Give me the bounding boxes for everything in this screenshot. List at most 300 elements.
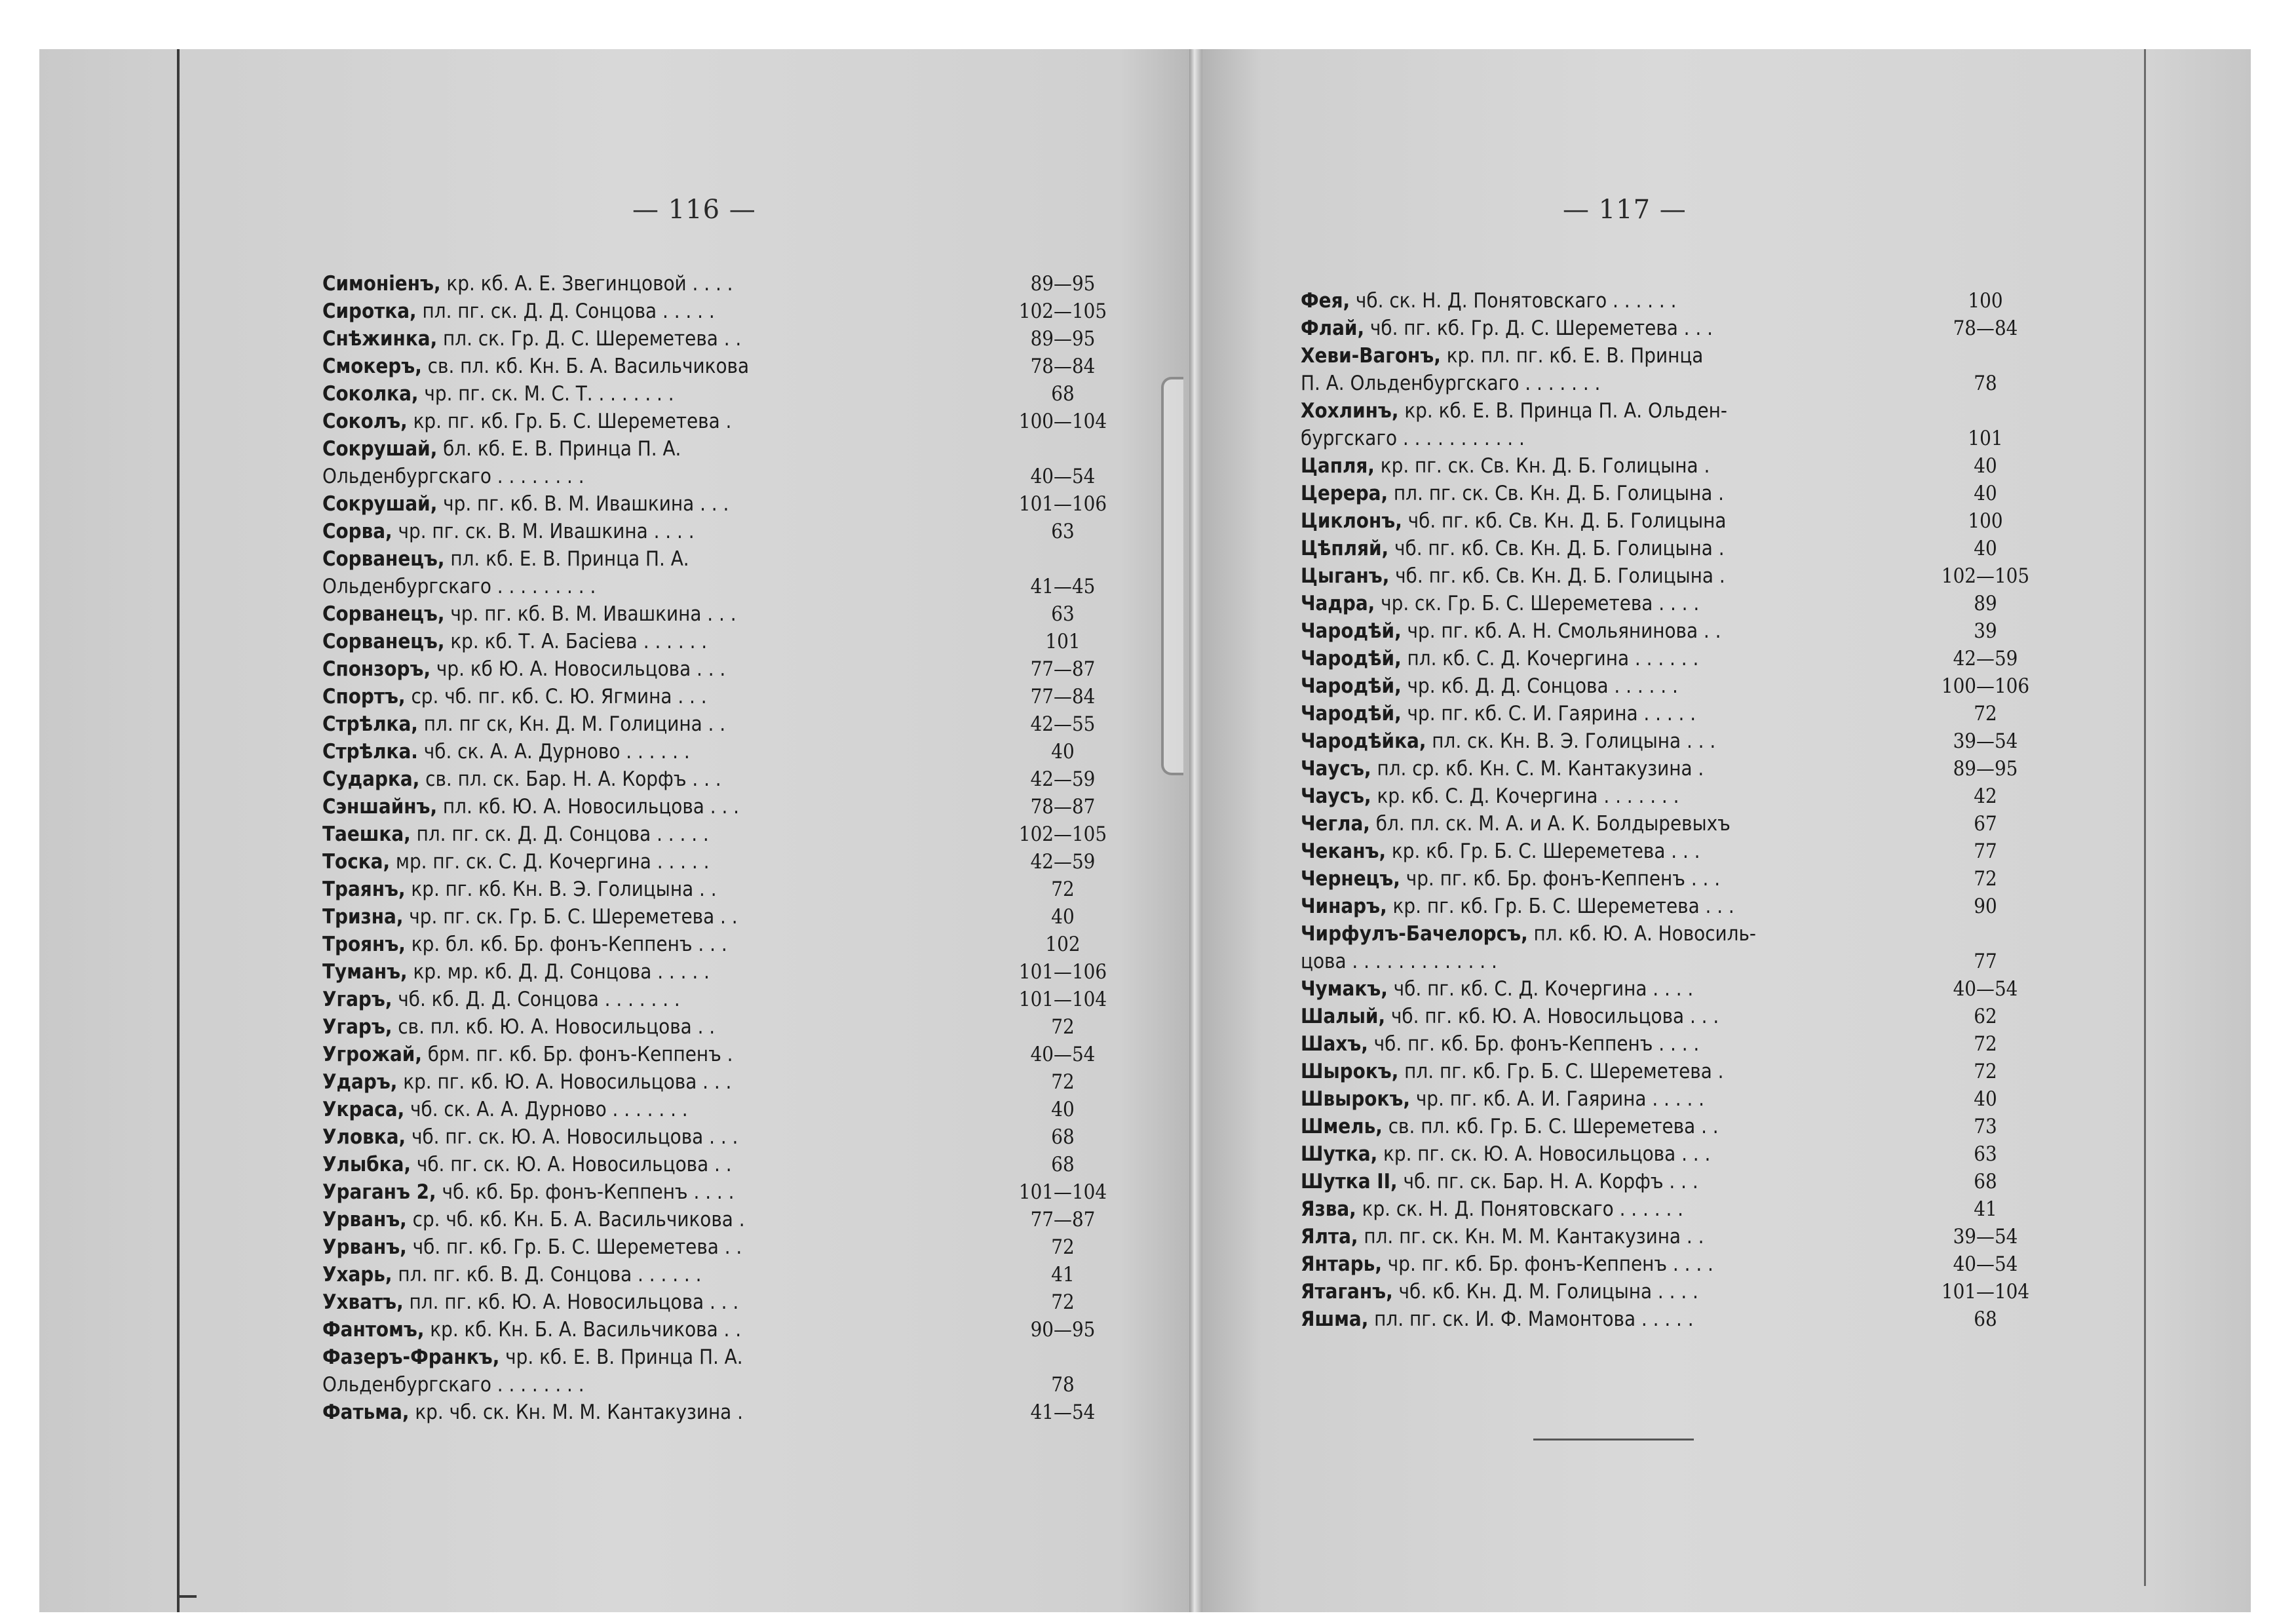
dog-name: Сиротка,	[322, 300, 417, 323]
entry-text	[322, 325, 1001, 353]
dog-name: Чеканъ,	[1301, 840, 1387, 863]
page-reference: 101	[1968, 427, 2003, 450]
owner-details: кр. бл. кб. Бр. фонъ-Кеппенъ . . .	[405, 933, 727, 956]
index-entry	[322, 408, 1125, 435]
page-reference: 101	[1045, 630, 1081, 653]
entry-text	[1301, 1003, 1923, 1030]
index-entry	[322, 518, 1125, 545]
dog-name: Угрожай,	[322, 1043, 422, 1066]
owner-details: кр. кб. Е. В. Принца П. А. Ольден- бургскаго . . . . . . . . . . .	[1301, 399, 1727, 450]
owner-details: кр. чб. ск. Кн. М. М. Кантакузина .	[409, 1401, 743, 1424]
index-entry	[322, 298, 1125, 325]
entry-text	[322, 1399, 1001, 1426]
index-entry	[322, 876, 1125, 903]
page-reference: 40	[1974, 482, 1997, 505]
index-entry	[322, 1261, 1125, 1288]
index-entry	[322, 903, 1125, 931]
owner-details: чб. пг. кб. Св. Кн. Д. Б. Голицына .	[1389, 564, 1725, 588]
page-reference: 102	[1045, 933, 1081, 956]
owner-details: чб. кб. Д. Д. Сонцова . . . . . . .	[392, 988, 680, 1011]
page-reference: 41	[1051, 1263, 1075, 1286]
page-reference: 40	[1974, 537, 1997, 560]
page-reference: 77—87	[1030, 1208, 1096, 1231]
entry-text	[322, 1178, 1001, 1206]
dog-name: Спортъ,	[322, 685, 406, 708]
page-reference: 101—104	[1941, 1280, 2030, 1304]
entry-text	[322, 1068, 1001, 1096]
dog-name: Сокрушай,	[322, 492, 438, 516]
index-entry	[322, 1096, 1125, 1123]
index-entry	[322, 655, 1125, 683]
index-entry	[1301, 1278, 2048, 1305]
dog-name: Церера,	[1301, 482, 1388, 505]
page-reference: 77	[1974, 840, 1997, 863]
dog-name: Шалый,	[1301, 1005, 1386, 1028]
page-reference: 100—104	[1018, 410, 1107, 433]
index-entry	[1301, 1250, 2048, 1278]
entry-text	[322, 931, 1001, 958]
entry-text	[322, 710, 1001, 738]
index-entry	[1301, 287, 2048, 315]
index-entry	[1301, 1003, 2048, 1030]
dog-name: Ударъ,	[322, 1070, 398, 1094]
dog-name: Чародѣй,	[1301, 674, 1402, 698]
page-reference: 68	[1051, 1125, 1075, 1149]
dog-name: Чародѣй,	[1301, 702, 1402, 725]
index-entry	[1301, 562, 2048, 590]
index-entry	[1301, 1140, 2048, 1168]
owner-details: св. пл. кб. Гр. Б. С. Шереметева . .	[1382, 1115, 1719, 1138]
owner-details: чб. пг. кб. Св. Кн. Д. Б. Голицына	[1402, 509, 1727, 533]
dog-name: Цапля,	[1301, 454, 1375, 478]
page-reference: 40—54	[1030, 1043, 1096, 1066]
page-reference: 72	[1051, 878, 1075, 901]
dog-name: Сокрушай,	[322, 437, 438, 461]
index-entry	[322, 958, 1125, 986]
page-reference: 72	[1974, 1032, 1997, 1056]
entry-text	[1301, 397, 1923, 452]
right-page	[1202, 49, 2251, 1612]
index-entry	[322, 931, 1125, 958]
index-entry	[322, 600, 1125, 628]
dog-name: Хеви-Вагонъ,	[1301, 344, 1441, 368]
index-entry	[1301, 480, 2048, 507]
entry-text	[1301, 1195, 1923, 1223]
index-entry	[322, 683, 1125, 710]
dog-name: Украса,	[322, 1098, 405, 1121]
index-entry	[1301, 1168, 2048, 1195]
owner-details: чб. пг. кб. Ю. А. Новосильцова . . .	[1385, 1005, 1719, 1028]
dog-name: Ухарь,	[322, 1263, 392, 1286]
dog-name: Улыбка,	[322, 1153, 411, 1176]
entry-text	[322, 600, 1001, 628]
index-entry	[1301, 590, 2048, 617]
dog-name: Стрѣлка.	[322, 740, 418, 764]
owner-details: кр. кб. Кн. Б. А. Васильчикова . .	[424, 1318, 742, 1342]
entry-text	[1301, 1168, 1923, 1195]
entry-text	[322, 655, 1001, 683]
dog-name: Шмель,	[1301, 1115, 1383, 1138]
index-entry	[1301, 1030, 2048, 1058]
index-entry	[1301, 397, 2048, 452]
entry-text	[322, 518, 1001, 545]
index-entry	[322, 628, 1125, 655]
owner-details: кр. кб. Т. А. Басіева . . . . . .	[444, 630, 708, 653]
owner-details: пл. ск. Гр. Д. С. Шереметева . .	[437, 327, 742, 351]
page-reference: 78	[1051, 1373, 1075, 1397]
index-entry	[322, 1151, 1125, 1178]
owner-details: пл. кб. Е. В. Принца П. А. Ольденбургскаго . . . . . . . . .	[322, 547, 689, 598]
dog-name: Чародѣй,	[1301, 647, 1402, 670]
page-reference: 73	[1974, 1115, 1997, 1138]
entry-text	[1301, 562, 1923, 590]
dog-name: Спонзоръ,	[322, 657, 431, 681]
page-reference: 63	[1051, 520, 1075, 543]
owner-details: чб. пг. ск. Ю. А. Новосильцова . . .	[406, 1125, 738, 1149]
dog-name: Шырокъ,	[1301, 1060, 1399, 1083]
entry-text	[1301, 1140, 1923, 1168]
owner-details: кр. кб. А. Е. Звегинцовой . . . .	[440, 272, 733, 296]
entry-text	[322, 1288, 1001, 1316]
entry-text	[322, 903, 1001, 931]
dog-name: Шутка,	[1301, 1142, 1378, 1166]
owner-details: чр. пг. ск. В. М. Ивашкина . . . .	[392, 520, 695, 543]
index-entry	[1301, 975, 2048, 1003]
entry-text	[1301, 507, 1923, 535]
page-reference: 78—87	[1030, 795, 1096, 819]
owner-details: пл. пг. ск. И. Ф. Мамонтова . . . . .	[1368, 1307, 1694, 1331]
dog-name: Шахъ,	[1301, 1032, 1368, 1056]
entry-text	[322, 435, 1001, 490]
index-entry	[322, 1316, 1125, 1344]
dog-name: Соколка,	[322, 382, 419, 406]
dog-name: Тоска,	[322, 850, 391, 874]
entry-text	[322, 683, 1001, 710]
page-reference: 78—84	[1953, 317, 2018, 340]
owner-details: пл. пг. кб. Ю. А. Новосильцова . . .	[403, 1290, 739, 1314]
index-entry	[1301, 810, 2048, 838]
dog-name: Угаръ,	[322, 988, 392, 1011]
index-entry	[1301, 617, 2048, 645]
entry-text	[1301, 1278, 1923, 1305]
index-entry	[1301, 838, 2048, 865]
owner-details: кр. пг. кб. Гр. Б. С. Шереметева . . .	[1387, 895, 1734, 918]
index-entry	[1301, 920, 2048, 975]
dog-name: Соколъ,	[322, 410, 408, 433]
dog-name: Ялта,	[1301, 1225, 1358, 1248]
index-entry	[322, 325, 1125, 353]
page-edge-line	[177, 49, 180, 1612]
dog-name: Туманъ,	[322, 960, 408, 984]
page-reference: 101—106	[1018, 492, 1107, 516]
dog-name: Урванъ,	[322, 1208, 407, 1231]
index-entry	[322, 710, 1125, 738]
dog-name: Шутка II,	[1301, 1170, 1398, 1193]
entry-text	[1301, 452, 1923, 480]
page-reference: 72	[1051, 1070, 1075, 1094]
owner-details: чр. кб. Е. В. Принца П. А. Ольденбургскаго . . . . . . . .	[322, 1345, 743, 1397]
owner-details: пл. кб. Ю. А. Новосильцова . . .	[437, 795, 740, 819]
owner-details: пл. пг. кб. В. Д. Сонцова . . . . . .	[392, 1263, 702, 1286]
entry-text	[322, 765, 1001, 793]
owner-details: чб. ск. Н. Д. Понятовскаго . . . . . .	[1350, 289, 1677, 313]
dog-name: Чирфулъ-Бачелорсъ,	[1301, 922, 1528, 946]
dog-name: Таешка,	[322, 822, 411, 846]
owner-details: пл. ср. кб. Кн. С. М. Кантакузина .	[1371, 757, 1704, 781]
entry-text	[322, 628, 1001, 655]
index-entry	[1301, 783, 2048, 810]
dog-name: Сорванецъ,	[322, 630, 445, 653]
page-reference: 40	[1051, 1098, 1075, 1121]
dog-name: Швырокъ,	[1301, 1087, 1410, 1111]
entry-text	[322, 1041, 1001, 1068]
entry-text	[1301, 342, 1923, 397]
page-reference: 42—59	[1030, 850, 1096, 874]
owner-details: пл. кб. Ю. А. Новосиль- цова . . . . . . . . . . . . .	[1301, 922, 1756, 973]
dog-name: Чинаръ,	[1301, 895, 1387, 918]
dog-name: Флай,	[1301, 317, 1365, 340]
dog-name: Хохлинъ,	[1301, 399, 1399, 423]
entry-text	[1301, 838, 1923, 865]
page-reference: 68	[1051, 1153, 1075, 1176]
index-list	[322, 270, 1125, 1426]
dog-name: Снѣжинка,	[322, 327, 438, 351]
page-reference: 89—95	[1030, 327, 1096, 351]
owner-details: чр. кб Ю. А. Новосильцова . . .	[430, 657, 726, 681]
entry-text	[1301, 1305, 1923, 1333]
page-reference: 68	[1974, 1170, 1997, 1193]
page-reference: 78—84	[1030, 355, 1096, 378]
page-reference: 102—105	[1018, 300, 1107, 323]
owner-details: чр. пг. кб. А. И. Гаярина . . . . .	[1409, 1087, 1705, 1111]
index-entry	[322, 490, 1125, 518]
entry-text	[1301, 700, 1923, 727]
book-gutter	[1189, 49, 1202, 1612]
dog-name: Сорванецъ,	[322, 547, 445, 571]
page-reference: 42—55	[1030, 712, 1096, 736]
entry-text	[322, 1123, 1001, 1151]
index-entry	[1301, 1085, 2048, 1113]
owner-details: св. пл. ск. Бар. Н. А. Корфъ . . .	[419, 767, 721, 791]
owner-details: чр. пг. кб. Бр. фонъ-Кеппенъ . . .	[1400, 867, 1721, 891]
page-reference: 40	[1974, 1087, 1997, 1111]
page-reference: 41	[1974, 1197, 1997, 1221]
dog-name: Чадра,	[1301, 592, 1375, 615]
binding-clip	[1161, 377, 1183, 775]
page-reference: 72	[1051, 1290, 1075, 1314]
dog-name: Язва,	[1301, 1197, 1356, 1221]
dog-name: Уловка,	[322, 1125, 406, 1149]
page-reference: 42—59	[1953, 647, 2018, 670]
owner-details: кр. пг. ск. Св. Кн. Д. Б. Голицына .	[1374, 454, 1710, 478]
dog-name: Стрѣлка,	[322, 712, 418, 736]
entry-text	[322, 1206, 1001, 1233]
page-reference: 101—104	[1018, 1180, 1107, 1204]
owner-details: кр. пг. ск. Ю. А. Новосильцова . . .	[1377, 1142, 1711, 1166]
entry-text	[322, 408, 1001, 435]
entry-text	[322, 270, 1001, 298]
owner-details: пл. пг. кб. Гр. Б. С. Шереметева .	[1398, 1060, 1724, 1083]
owner-details: чр. пг. кб. Бр. фонъ-Кеппенъ . . . .	[1381, 1252, 1713, 1276]
entry-text	[1301, 1030, 1923, 1058]
owner-details: пл. пг. ск. Св. Кн. Д. Б. Голицына .	[1388, 482, 1725, 505]
page-reference: 89—95	[1953, 757, 2018, 781]
owner-details: чр. пг. кб. В. М. Ивашкина . . .	[437, 492, 729, 516]
dog-name: Цыганъ,	[1301, 564, 1390, 588]
index-list	[1301, 287, 2048, 1333]
owner-details: чб. пг. кб. Бр. фонъ-Кеппенъ . . . .	[1368, 1032, 1700, 1056]
index-entry	[322, 738, 1125, 765]
index-entry	[322, 380, 1125, 408]
dog-name: Чародѣйка,	[1301, 729, 1426, 753]
index-entry	[1301, 755, 2048, 783]
owner-details: чб. ск. А. А. Дурново . . . . . . .	[404, 1098, 688, 1121]
entry-text	[1301, 535, 1923, 562]
dog-name: Чернецъ,	[1301, 867, 1400, 891]
owner-details: кр. пг. кб. Гр. Б. С. Шереметева .	[407, 410, 732, 433]
index-entry	[1301, 645, 2048, 672]
entry-text	[322, 876, 1001, 903]
entry-text	[322, 1344, 1001, 1399]
entry-text	[1301, 783, 1923, 810]
page-edge-corner	[177, 1595, 197, 1598]
page-reference: 41—45	[1030, 575, 1096, 598]
entry-text	[322, 490, 1001, 518]
owner-details: кр. ск. Н. Д. Понятовскаго . . . . . .	[1356, 1197, 1684, 1221]
page-reference: 72	[1974, 1060, 1997, 1083]
page-reference: 39—54	[1953, 729, 2018, 753]
dog-name: Сорва,	[322, 520, 392, 543]
owner-details: чр. пг. кб. А. Н. Смольянинова . .	[1401, 619, 1721, 643]
dog-name: Чаусъ,	[1301, 757, 1371, 781]
dog-name: Чаусъ,	[1301, 784, 1371, 808]
dog-name: Смокеръ,	[322, 355, 422, 378]
entry-text	[1301, 645, 1923, 672]
page-reference: 68	[1051, 382, 1075, 406]
dog-name: Янтарь,	[1301, 1252, 1382, 1276]
dog-name: Урванъ,	[322, 1235, 407, 1259]
owner-details: кр. пг. кб. Ю. А. Новосильцова . . .	[397, 1070, 732, 1094]
page-reference: 39—54	[1953, 1225, 2018, 1248]
entry-text	[322, 821, 1001, 848]
page-reference: 68	[1974, 1307, 1997, 1331]
dog-name: Симоніенъ,	[322, 272, 441, 296]
page-reference: 102—105	[1941, 564, 2030, 588]
page-reference: 40	[1974, 454, 1997, 478]
page-reference: 100	[1968, 289, 2003, 313]
index-entry	[1301, 342, 2048, 397]
index-entry	[1301, 535, 2048, 562]
index-entry	[322, 1178, 1125, 1206]
dog-name: Ухватъ,	[322, 1290, 404, 1314]
owner-details: кр. пг. кб. Кн. В. Э. Голицына . .	[405, 878, 717, 901]
book-scan	[39, 49, 2251, 1612]
owner-details: чб. пг. ск. Бар. Н. А. Корфъ . . .	[1397, 1170, 1698, 1193]
page-reference: 77	[1974, 950, 1997, 973]
index-entry	[1301, 700, 2048, 727]
owner-details: кр. кб. С. Д. Кочергина . . . . . . .	[1371, 784, 1679, 808]
page-reference: 89	[1974, 592, 1997, 615]
dog-name: Сорванецъ,	[322, 602, 445, 626]
page-reference: 89—95	[1030, 272, 1096, 296]
entry-text	[1301, 287, 1923, 315]
index-entry	[322, 765, 1125, 793]
owner-details: св. пл. кб. Кн. Б. А. Васильчикова	[421, 355, 750, 378]
index-entry	[1301, 727, 2048, 755]
entry-text	[1301, 810, 1923, 838]
owner-details: чб. пг. кб. Гр. Б. С. Шереметева . .	[406, 1235, 742, 1259]
dog-name: Цѣпляй,	[1301, 537, 1389, 560]
owner-details: кр. мр. кб. Д. Д. Сонцова . . . . .	[407, 960, 710, 984]
index-entry	[322, 545, 1125, 600]
owner-details: чр. пг. кб. В. М. Ивашкина . . .	[444, 602, 737, 626]
index-entry	[1301, 1195, 2048, 1223]
owner-details: пл. ск. Кн. В. Э. Голицына . . .	[1426, 729, 1716, 753]
entry-text	[322, 380, 1001, 408]
dog-name: Сударка,	[322, 767, 420, 791]
dog-name: Циклонъ,	[1301, 509, 1402, 533]
page-reference: 100—106	[1941, 674, 2030, 698]
owner-details: чр. пг. ск. Гр. Б. С. Шереметева . .	[403, 905, 738, 929]
page-reference: 72	[1051, 1015, 1075, 1039]
dog-name: Троянъ,	[322, 933, 406, 956]
entry-text	[1301, 727, 1923, 755]
dog-name: Чумакъ,	[1301, 977, 1388, 1001]
entry-text	[322, 1233, 1001, 1261]
dog-name: Чегла,	[1301, 812, 1370, 836]
index-entry	[322, 270, 1125, 298]
entry-text	[1301, 672, 1923, 700]
page-reference: 40	[1051, 740, 1075, 764]
entry-text	[1301, 1113, 1923, 1140]
entry-text	[322, 793, 1001, 821]
index-entry	[1301, 1058, 2048, 1085]
owner-details: чр. пг. кб. С. И. Гаярина . . . . .	[1401, 702, 1696, 725]
page-reference: 102—105	[1018, 822, 1107, 846]
owner-details: пл. кб. С. Д. Кочергина . . . . . .	[1401, 647, 1699, 670]
page-number: — 116 —	[632, 195, 756, 225]
left-page	[39, 49, 1189, 1612]
entry-text	[322, 1013, 1001, 1041]
owner-details: чб. пг. ск. Ю. А. Новосильцова . .	[411, 1153, 732, 1176]
owner-details: кр. кб. Гр. Б. С. Шереметева . . .	[1386, 840, 1700, 863]
page-number: — 117 —	[1563, 195, 1687, 225]
dog-name: Траянъ,	[322, 878, 406, 901]
dog-name: Яшма,	[1301, 1307, 1369, 1331]
index-entry	[322, 1206, 1125, 1233]
page-reference: 101—106	[1018, 960, 1107, 984]
entry-text	[1301, 590, 1923, 617]
page-reference: 41—54	[1030, 1401, 1096, 1424]
entry-text	[322, 1261, 1001, 1288]
owner-details: чб. пг. кб. Св. Кн. Д. Б. Голицына .	[1388, 537, 1725, 560]
owner-details: чб. кб. Кн. Д. М. Голицына . . . .	[1392, 1280, 1698, 1304]
entry-text	[1301, 920, 1923, 975]
index-entry	[1301, 452, 2048, 480]
owner-details: пл. пг. ск. Д. Д. Сонцова . . . . .	[416, 300, 715, 323]
owner-details: ср. чб. кб. Кн. Б. А. Васильчикова .	[406, 1208, 745, 1231]
entry-text	[1301, 755, 1923, 783]
owner-details: чр. пг. ск. М. С. Т. . . . . . . .	[418, 382, 674, 406]
entry-text	[322, 848, 1001, 876]
page-edge-line	[2144, 49, 2146, 1586]
dog-name: Ураганъ 2,	[322, 1180, 436, 1204]
entry-text	[1301, 480, 1923, 507]
owner-details: мр. пг. ск. С. Д. Кочергина . . . . .	[390, 850, 710, 874]
owner-details: кр. пл. пг. кб. Е. В. Принца П. А. Ольденбургскаго . . . . . . .	[1301, 344, 1704, 395]
page-reference: 77—84	[1030, 685, 1096, 708]
index-entry	[322, 821, 1125, 848]
